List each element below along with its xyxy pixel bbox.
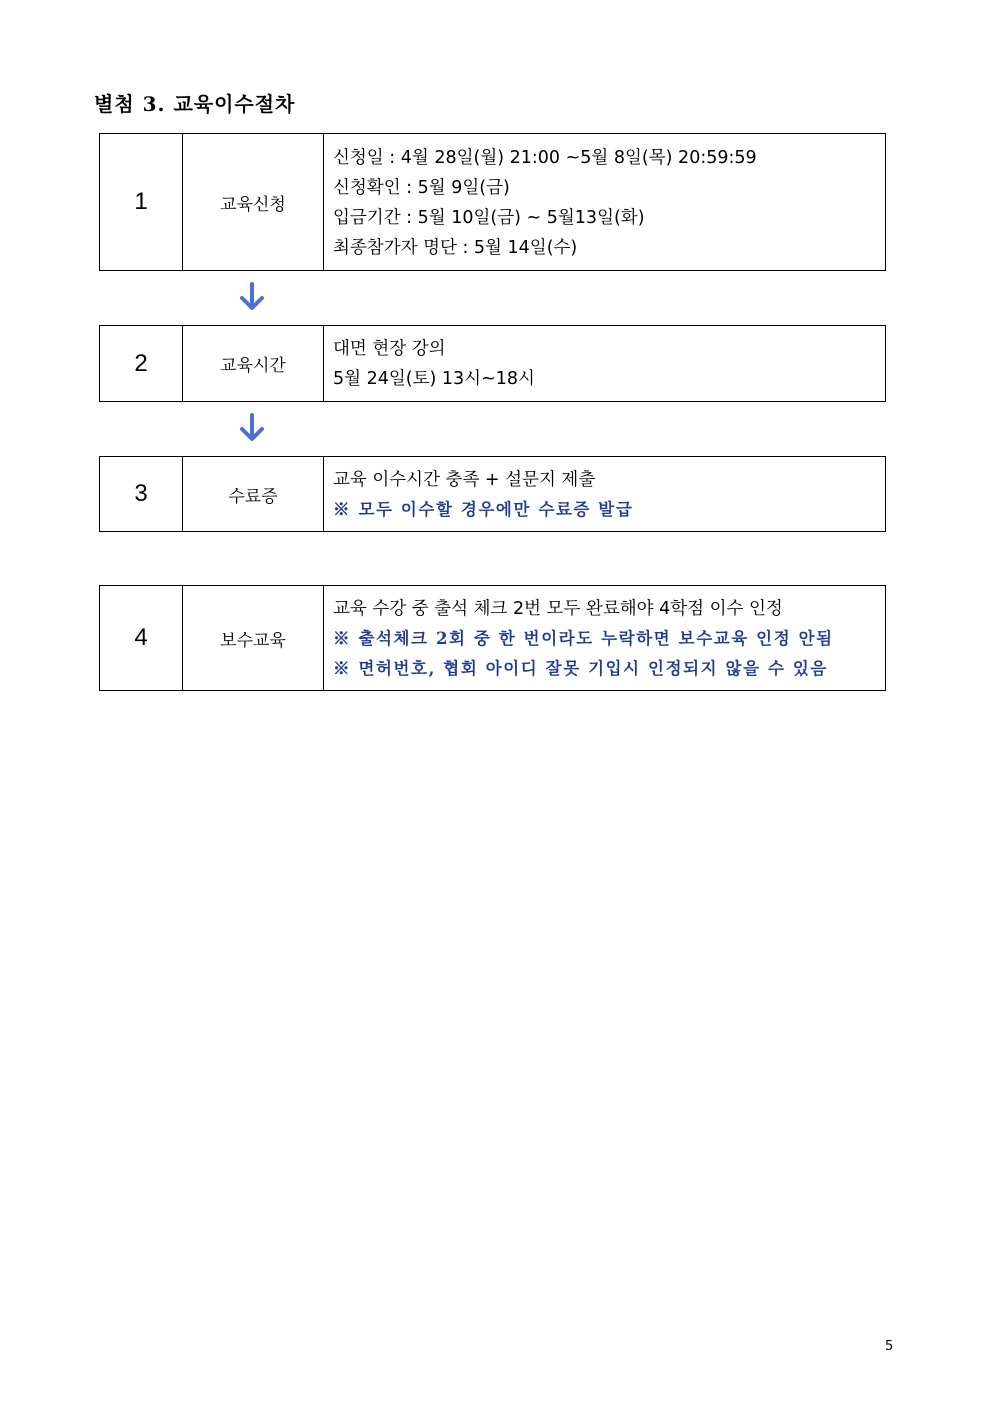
step-1-name: 교육신청 xyxy=(183,134,324,270)
step-4-row xyxy=(99,585,886,691)
page-number: 5 xyxy=(885,1339,894,1354)
step-3-name: 수료증 xyxy=(183,457,324,531)
step-4-note-2: ※ 면허번호, 협회 아이디 잘못 기입시 인정되지 않을 수 있음 xyxy=(333,659,828,678)
step-3-row xyxy=(99,456,886,532)
step-2-line-1: 대면 현장 강의 xyxy=(333,339,446,359)
step-1-line-2: 신청확인 : 5월 9일(금) xyxy=(333,178,510,198)
step-1-line-3: 입금기간 : 5월 10일(금) ~ 5월13일(화) xyxy=(333,208,645,228)
arrow-down-icon xyxy=(236,412,268,444)
arrow-down-icon xyxy=(236,281,268,313)
step-1-detail xyxy=(324,134,885,270)
step-1-line-1: 신청일 : 4월 28일(월) 21:00 ~5월 8일(목) 20:59:59 xyxy=(333,148,757,168)
step-4-detail xyxy=(324,586,885,690)
step-3-number: 3 xyxy=(100,457,183,531)
step-2-row xyxy=(99,325,886,402)
step-4-number: 4 xyxy=(100,586,183,690)
step-3-note-1: ※ 모두 이수할 경우에만 수료증 발급 xyxy=(333,500,634,519)
step-3-line-1: 교육 이수시간 충족 + 설문지 제출 xyxy=(333,470,596,490)
step-2-name: 교육시간 xyxy=(183,326,324,401)
step-2-line-2: 5월 24일(토) 13시~18시 xyxy=(333,369,535,389)
step-4-note-1: ※ 출석체크 2회 중 한 번이라도 누락하면 보수교육 인정 안됨 xyxy=(333,629,834,648)
step-1-row xyxy=(99,133,886,271)
document-title: 별첨 3. 교육이수절차 xyxy=(94,92,296,116)
step-3-detail xyxy=(324,457,885,531)
step-2-detail xyxy=(324,326,885,401)
step-4-name: 보수교육 xyxy=(183,586,324,690)
step-1-line-4: 최종참가자 명단 : 5월 14일(수) xyxy=(333,238,578,258)
step-1-number: 1 xyxy=(100,134,183,270)
step-4-line-1: 교육 수강 중 출석 체크 2번 모두 완료해야 4학점 이수 인정 xyxy=(333,599,783,619)
step-2-number: 2 xyxy=(100,326,183,401)
